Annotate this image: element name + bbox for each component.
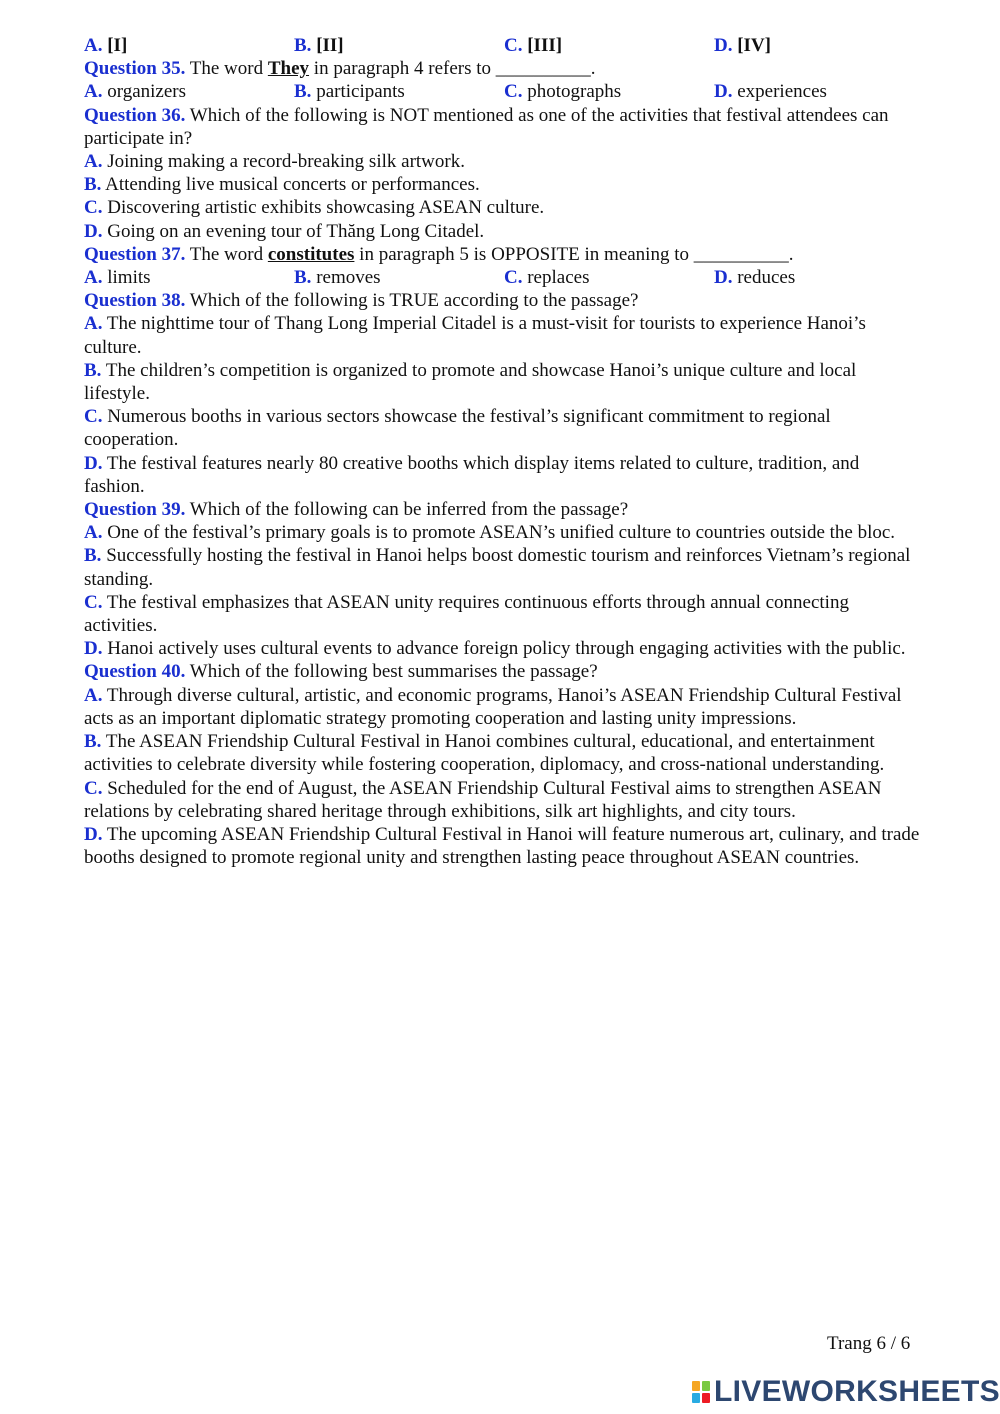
q34-option-b: B. [II] (294, 35, 344, 56)
q35-option-a: A. organizers (84, 81, 187, 103)
q35-options (84, 80, 924, 103)
q40-option-a: A. Through diverse cultural, artistic, and economic programs, Hanoi’s ASEAN Friendship Cultural Festival acts as an important diplomatic strategy promoting cooperation and lasting unity impressions. (84, 684, 902, 729)
q38-option-a: A. The nighttime tour of Thang Long Imperial Citadel is a must-visit for tourists to experience Hanoi’s culture. (84, 313, 866, 358)
q36-option-d: D. Going on an evening tour of Thăng Long Citadel. (84, 220, 485, 242)
q39-stem: Question 39. Which of the following can be inferred from the passage? (84, 499, 629, 521)
liveworksheets-mark-icon (692, 1381, 710, 1403)
q38-stem: Question 38. Which of the following is TRUE according to the passage? (84, 290, 639, 312)
q36-option-b: B. Attending live musical concerts or performances. (84, 174, 480, 196)
q37-option-c: C. replaces (504, 267, 590, 289)
q35-option-c: C. photographs (504, 81, 622, 103)
q39-option-b: B. Successfully hosting the festival in Hanoi helps boost domestic tourism and reinforces Vietnam’s regional standing. (84, 545, 911, 590)
q36-option-a: A. Joining making a record-breaking silk artwork. (84, 151, 465, 173)
page-number: Trang 6 / 6 (827, 1333, 911, 1354)
q40-option-b: B. The ASEAN Friendship Cultural Festival in Hanoi combines cultural, educational, and entertainment activities to celebrate diversity while fostering cooperation, diplomacy, and cross-national understanding. (84, 731, 885, 776)
q39-option-d: D. Hanoi actively uses cultural events to advance foreign policy through engaging activities with the public. (84, 638, 906, 660)
q38-option-c: C. Numerous booths in various sectors showcase the festival’s significant commitment to regional cooperation. (84, 406, 831, 451)
q37-option-b: B. removes (294, 267, 381, 289)
q34-option-d: D. [IV] (714, 35, 772, 56)
q37-option-a: A. limits (84, 267, 151, 289)
q37-stem: Question 37. The word constitutes in paragraph 5 is OPPOSITE in meaning to __________. (84, 243, 794, 265)
q37-option-d: D. reduces (714, 267, 796, 289)
exam-page (84, 34, 924, 869)
q35-option-d: D. experiences (714, 81, 827, 103)
q35-stem: Question 35. The word They in paragraph 4 refers to __________. (84, 58, 596, 80)
q40-stem: Question 40. Which of the following best summarises the passage? (84, 661, 598, 683)
q37-options (84, 266, 924, 289)
q39-option-c: C. The festival emphasizes that ASEAN unity requires continuous efforts through annual connecting activities. (84, 591, 849, 637)
liveworksheets-logo (692, 1377, 1000, 1407)
logo-text: LIVEWORKSHEETS (714, 1375, 1000, 1408)
q36-option-c: C. Discovering artistic exhibits showcasing ASEAN culture. (84, 197, 545, 219)
q40-option-d: D. The upcoming ASEAN Friendship Cultural Festival in Hanoi will feature numerous art, culinary, and trade booths designed to promote regional unity and strengthen lasting peace throughout ASEAN countries. (84, 823, 920, 869)
q38-option-b: B. The children’s competition is organized to promote and showcase Hanoi’s unique culture and local lifestyle. (84, 359, 857, 405)
q36-stem: Question 36. Which of the following is NOT mentioned as one of the activities that festival attendees can participate in? (84, 104, 889, 149)
q34-option-c: C. [III] (504, 35, 563, 56)
q35-option-b: B. participants (294, 81, 405, 103)
q39-option-a: A. One of the festival’s primary goals is to promote ASEAN’s unified culture to countries outside the bloc. (84, 522, 896, 544)
q34-options (84, 34, 924, 57)
q38-option-d: D. The festival features nearly 80 creative booths which display items related to culture, tradition, and fashion. (84, 452, 860, 497)
q34-option-a: A. [I] (84, 35, 128, 56)
q40-option-c: C. Scheduled for the end of August, the ASEAN Friendship Cultural Festival aims to strengthen ASEAN relations by celebrating shared heritage through exhibitions, silk art highlights, and city tours. (84, 777, 882, 822)
